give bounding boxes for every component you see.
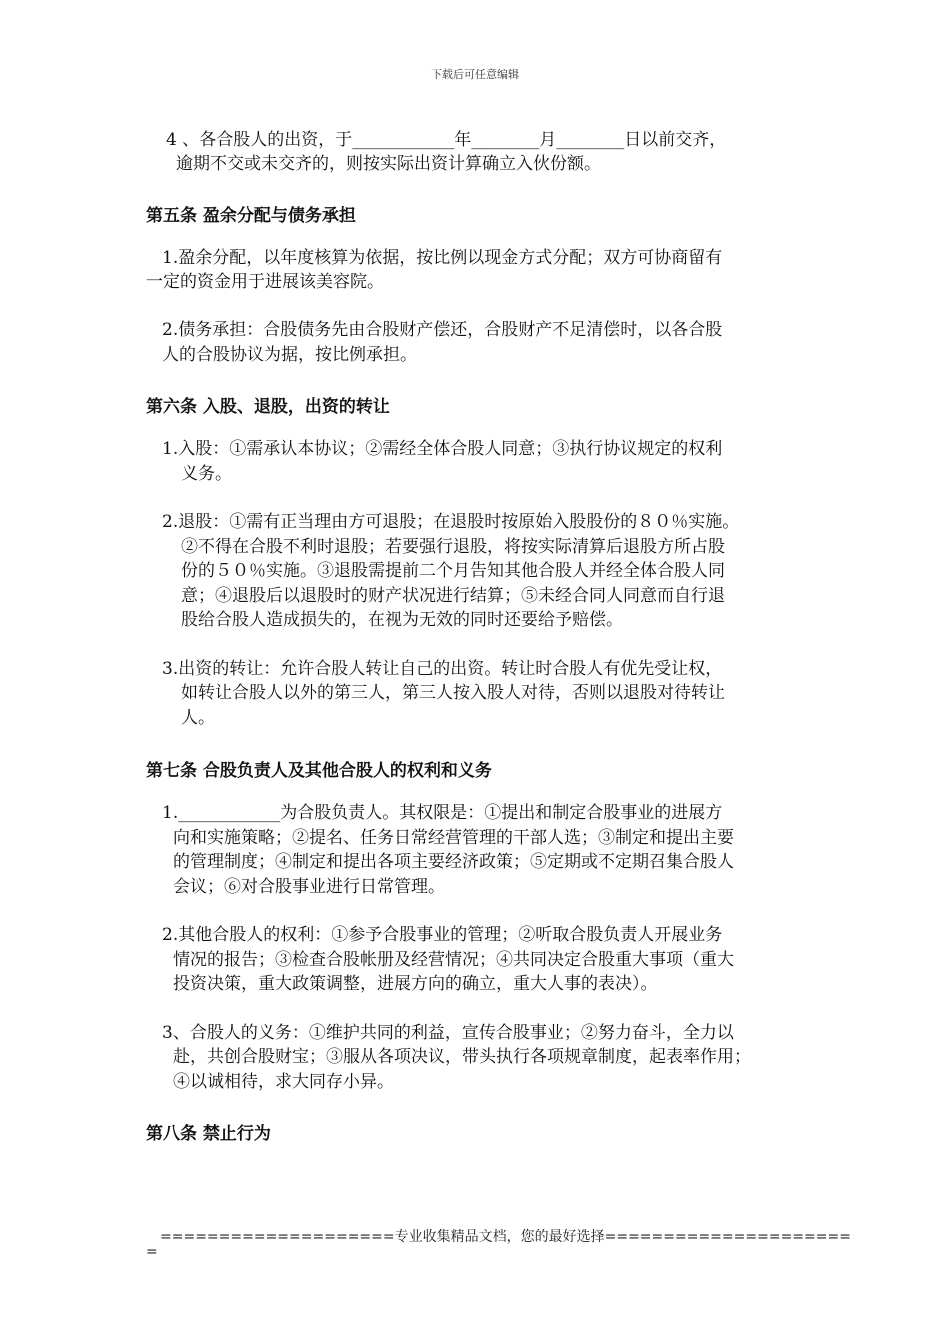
article7-item1-line4: 会议；⑥对合股事业进行日常管理。 <box>173 877 445 897</box>
article5-item2-line2: 人的合股协议为据，按比例承担。 <box>162 345 417 365</box>
footer-banner-continuation: = <box>146 1244 158 1260</box>
article6-item3-line2: 如转让合股人以外的第三人，第三人按入股人对待，否则以退股对待转让 <box>181 683 725 703</box>
clause4-item4-line1: 4 、各合股人的出资，于____________年________月________日以前交齐， <box>166 130 727 150</box>
article7-item2-line1: 2.其他合股人的权利：①参予合股事业的管理；②听取合股负责人开展业务 <box>162 925 723 945</box>
article7-item2-line3: 投资决策，重大政策调整，进展方向的确立，重大人事的表决）。 <box>173 974 658 994</box>
article5-title: 第五条 盈余分配与债务承担 <box>146 206 356 226</box>
article5-item1-line1: 1.盈余分配，以年度核算为依据，按比例以现金方式分配；双方可协商留有 <box>162 248 723 268</box>
article7-item3-line1: 3、合股人的义务：①维护共同的利益，宣传合股事业；②努力奋斗，全力以 <box>162 1023 734 1043</box>
article6-item2-line3: 份的５０％实施。③退股需提前二个月告知其他合股人并经全体合股人同 <box>181 561 725 581</box>
article7-item3-line2: 赴，共创合股财宝；③服从各项决议，带头执行各项规章制度，起表率作用； <box>173 1047 751 1067</box>
article6-item1-line1: 1.入股：①需承认本协议；②需经全体合股人同意；③执行协议规定的权利 <box>162 439 723 459</box>
article6-item2-line4: 意；④退股后以退股时的财产状况进行结算；⑤未经合同人同意而自行退 <box>181 586 725 606</box>
article7-title: 第七条 合股负责人及其他合股人的权利和义务 <box>146 761 492 781</box>
article7-item2-line2: 情况的报告；③检查合股帐册及经营情况；④共同决定合股重大事项（重大 <box>173 950 734 970</box>
footer-banner: ====================专业收集精品文档，您的最好选择===================== <box>160 1229 851 1245</box>
page-header-note: 下载后可任意编辑 <box>431 68 519 81</box>
article7-item1-line1: 1.____________为合股负责人。其权限是：①提出和制定合股事业的进展方 <box>162 803 723 823</box>
article6-title: 第六条 入股、退股，出资的转让 <box>146 397 390 417</box>
article6-item2-line2: ②不得在合股不利时退股；若要强行退股，将按实际清算后退股方所占股 <box>181 537 725 557</box>
article6-item2-line5: 股给合股人造成损失的，在视为无效的同时还要给予赔偿。 <box>181 610 623 630</box>
article6-item1-line2: 义务。 <box>181 464 232 484</box>
article6-item2-line1: 2.退股：①需有正当理由方可退股；在退股时按原始入股股份的８０％实施。 <box>162 512 740 532</box>
article5-item2-line1: 2.债务承担：合股债务先由合股财产偿还，合股财产不足清偿时，以各合股 <box>162 320 723 340</box>
article7-item1-line2: 向和实施策略；②提名、任务日常经营管理的干部人选；③制定和提出主要 <box>173 828 734 848</box>
article7-item3-line3: ④以诚相待，求大同存小异。 <box>173 1072 394 1092</box>
article6-item3-line1: 3.出资的转让：允许合股人转让自己的出资。转让时合股人有优先受让权， <box>162 659 723 679</box>
clause4-item4-line2: 逾期不交或未交齐的，则按实际出资计算确立入伙份额。 <box>176 154 601 174</box>
article7-item1-line3: 的管理制度；④制定和提出各项主要经济政策；⑤定期或不定期召集合股人 <box>173 852 734 872</box>
article5-item1-line2: 一定的资金用于进展该美容院。 <box>146 272 384 292</box>
article6-item3-line3: 人。 <box>181 708 215 728</box>
article8-title: 第八条 禁止行为 <box>146 1124 271 1144</box>
